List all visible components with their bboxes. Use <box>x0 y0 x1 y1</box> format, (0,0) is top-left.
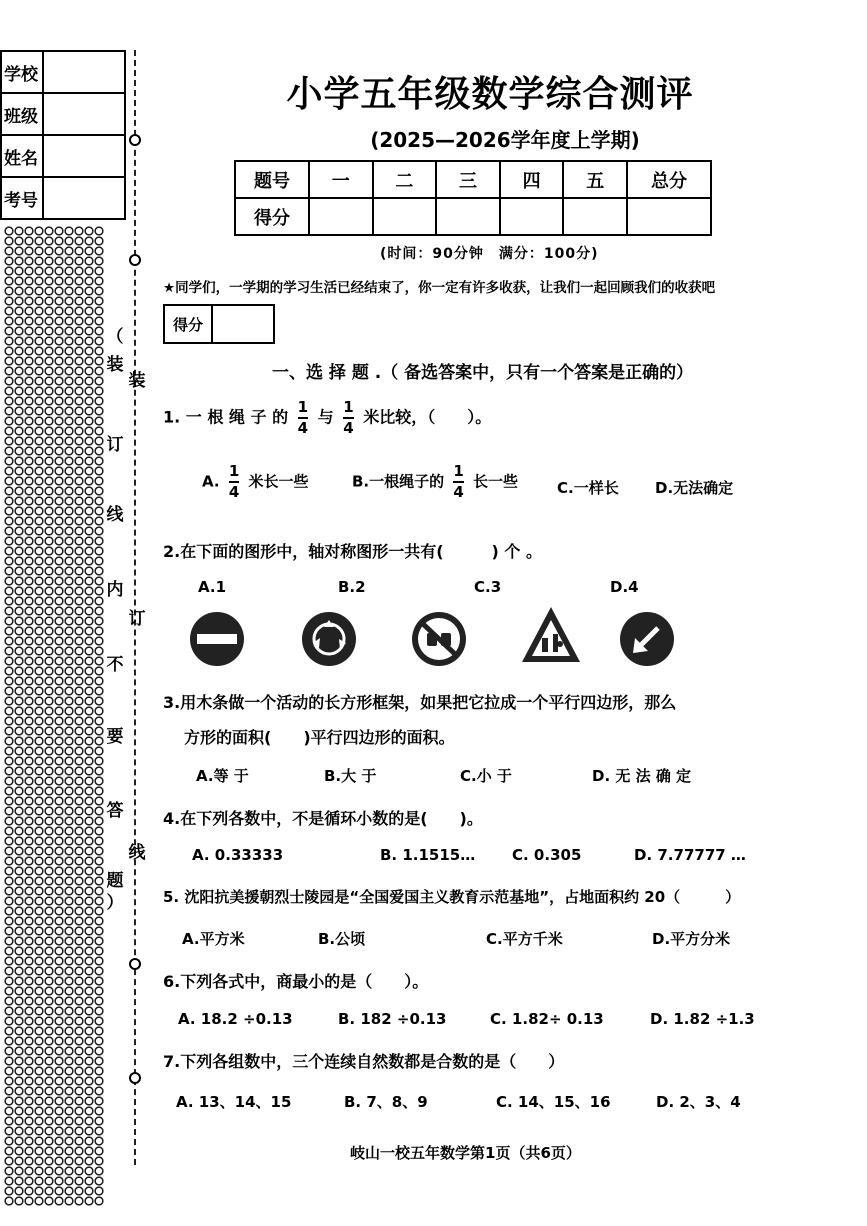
question-4: 4.在下列各数中，不是循环小数的是( )。 <box>163 809 483 828</box>
question-3-line-2: 方形的面积( )平行四边形的面积。 <box>184 728 455 747</box>
no-entry-sign-icon <box>188 610 246 668</box>
decorative-dot-pattern <box>4 226 104 1206</box>
name-label: 姓名 <box>1 135 43 177</box>
q7-option-d[interactable]: D. 2、3、4 <box>656 1093 741 1111</box>
section-score-label: 得分 <box>165 306 213 342</box>
score-cell[interactable] <box>500 198 564 235</box>
q2-option-a[interactable]: A.1 <box>198 578 227 596</box>
score-table-header: 一 <box>309 161 373 198</box>
q1-option-c[interactable]: C.一样长 <box>557 479 619 497</box>
falling-rocks-sign-icon <box>520 604 582 666</box>
q7-option-b[interactable]: B. 7、8、9 <box>344 1093 428 1111</box>
binding-hole-icon <box>129 134 141 146</box>
page-subtitle: (2025—2026学年度上学期) <box>370 128 640 152</box>
q4-option-b[interactable]: B. 1.1515… <box>380 846 476 864</box>
no-overtaking-sign-icon <box>410 610 468 668</box>
score-table-header: 题号 <box>235 161 309 198</box>
question-5: 5. 沈阳抗美援朝烈士陵园是“全国爱国主义教育示范基地”，占地面积约 20（ ） <box>163 888 741 906</box>
q3-option-a[interactable]: A.等 于 <box>196 767 249 785</box>
q6-option-c[interactable]: C. 1.82÷ 0.13 <box>490 1010 604 1028</box>
school-field[interactable] <box>43 51 125 93</box>
section-score-box <box>163 304 275 344</box>
q1-option-a[interactable]: A. $\frac{1}{4}$ 米长一些 <box>202 462 309 501</box>
section-score-field[interactable] <box>213 306 273 342</box>
q1-option-d[interactable]: D.无法确定 <box>655 479 734 497</box>
q1-option-b[interactable]: B.一根绳子的 $\frac{1}{4}$ 长一些 <box>352 462 519 501</box>
roundabout-sign-icon <box>300 610 358 668</box>
question-2: 2.在下面的图形中，轴对称图形一共有( ) 个 。 <box>163 542 542 561</box>
keep-left-sign-icon <box>618 610 676 668</box>
binding-hole-icon <box>129 1072 141 1084</box>
q5-option-c[interactable]: C.平方千米 <box>486 930 563 948</box>
question-1: 1. 一 根 绳 子 的 $\frac{1}{4}$ 与 $\frac{1}{4}$ 米比较，（ ）。 <box>163 398 492 437</box>
q3-option-c[interactable]: C.小 于 <box>460 767 512 785</box>
exam-number-label: 考号 <box>1 177 43 219</box>
question-7: 7.下列各组数中，三个连续自然数都是合数的是（ ） <box>163 1052 565 1071</box>
score-table <box>234 160 712 236</box>
score-table-header: 三 <box>436 161 500 198</box>
q2-option-c[interactable]: C.3 <box>474 578 502 596</box>
score-cell[interactable] <box>563 198 627 235</box>
q4-option-c[interactable]: C. 0.305 <box>512 846 582 864</box>
q2-option-b[interactable]: B.2 <box>338 578 366 596</box>
q6-option-d[interactable]: D. 1.82 ÷1.3 <box>650 1010 755 1028</box>
binding-hole-icon <box>129 254 141 266</box>
q3-option-b[interactable]: B.大 于 <box>324 767 377 785</box>
intro-text: ★同学们，一学期的学习生活已经结束了，你一定有许多收获，让我们一起回顾我们的收获吧 <box>163 280 716 296</box>
score-cell[interactable] <box>373 198 437 235</box>
q7-option-a[interactable]: A. 13、14、15 <box>176 1093 292 1111</box>
score-table-header: 五 <box>563 161 627 198</box>
score-table-header: 总分 <box>627 161 711 198</box>
q7-option-c[interactable]: C. 14、15、16 <box>496 1093 611 1111</box>
question-6: 6.下列各式中，商最小的是（ ）。 <box>163 972 429 991</box>
score-cell[interactable] <box>309 198 373 235</box>
class-field[interactable] <box>43 93 125 135</box>
score-table-header: 二 <box>373 161 437 198</box>
score-cell[interactable] <box>436 198 500 235</box>
q2-option-d[interactable]: D.4 <box>610 578 639 596</box>
q6-option-a[interactable]: A. 18.2 ÷0.13 <box>178 1010 293 1028</box>
name-field[interactable] <box>43 135 125 177</box>
exam-number-field[interactable] <box>43 177 125 219</box>
school-label: 学校 <box>1 51 43 93</box>
q3-option-d[interactable]: D. 无 法 确 定 <box>592 767 692 785</box>
fraction: $\frac{1}{4}$ <box>297 398 309 437</box>
q5-option-a[interactable]: A.平方米 <box>182 930 245 948</box>
page-title: 小学五年级数学综合测评 <box>286 74 694 115</box>
q5-option-b[interactable]: B.公顷 <box>318 930 366 948</box>
page-footer: 岐山一校五年数学第1页（共6页） <box>350 1144 581 1162</box>
q4-option-d[interactable]: D. 7.77777 … <box>634 846 746 864</box>
q5-option-d[interactable]: D.平方分米 <box>652 930 731 948</box>
score-row-label: 得分 <box>235 198 309 235</box>
section-title: 一、选 择 题 .（ 备选答案中，只有一个答案是正确的） <box>272 363 694 383</box>
class-label: 班级 <box>1 93 43 135</box>
score-table-header: 四 <box>500 161 564 198</box>
time-info: (时间：90分钟 满分：100分) <box>380 246 599 262</box>
binding-hole-icon <box>129 958 141 970</box>
score-cell[interactable] <box>627 198 711 235</box>
q4-option-a[interactable]: A. 0.33333 <box>192 846 284 864</box>
fraction: $\frac{1}{4}$ <box>343 398 354 437</box>
question-3: 3.用木条做一个活动的长方形框架，如果把它拉成一个平行四边形，那么 <box>163 693 677 712</box>
q6-option-b[interactable]: B. 182 ÷0.13 <box>338 1010 447 1028</box>
student-info-table <box>0 50 126 220</box>
